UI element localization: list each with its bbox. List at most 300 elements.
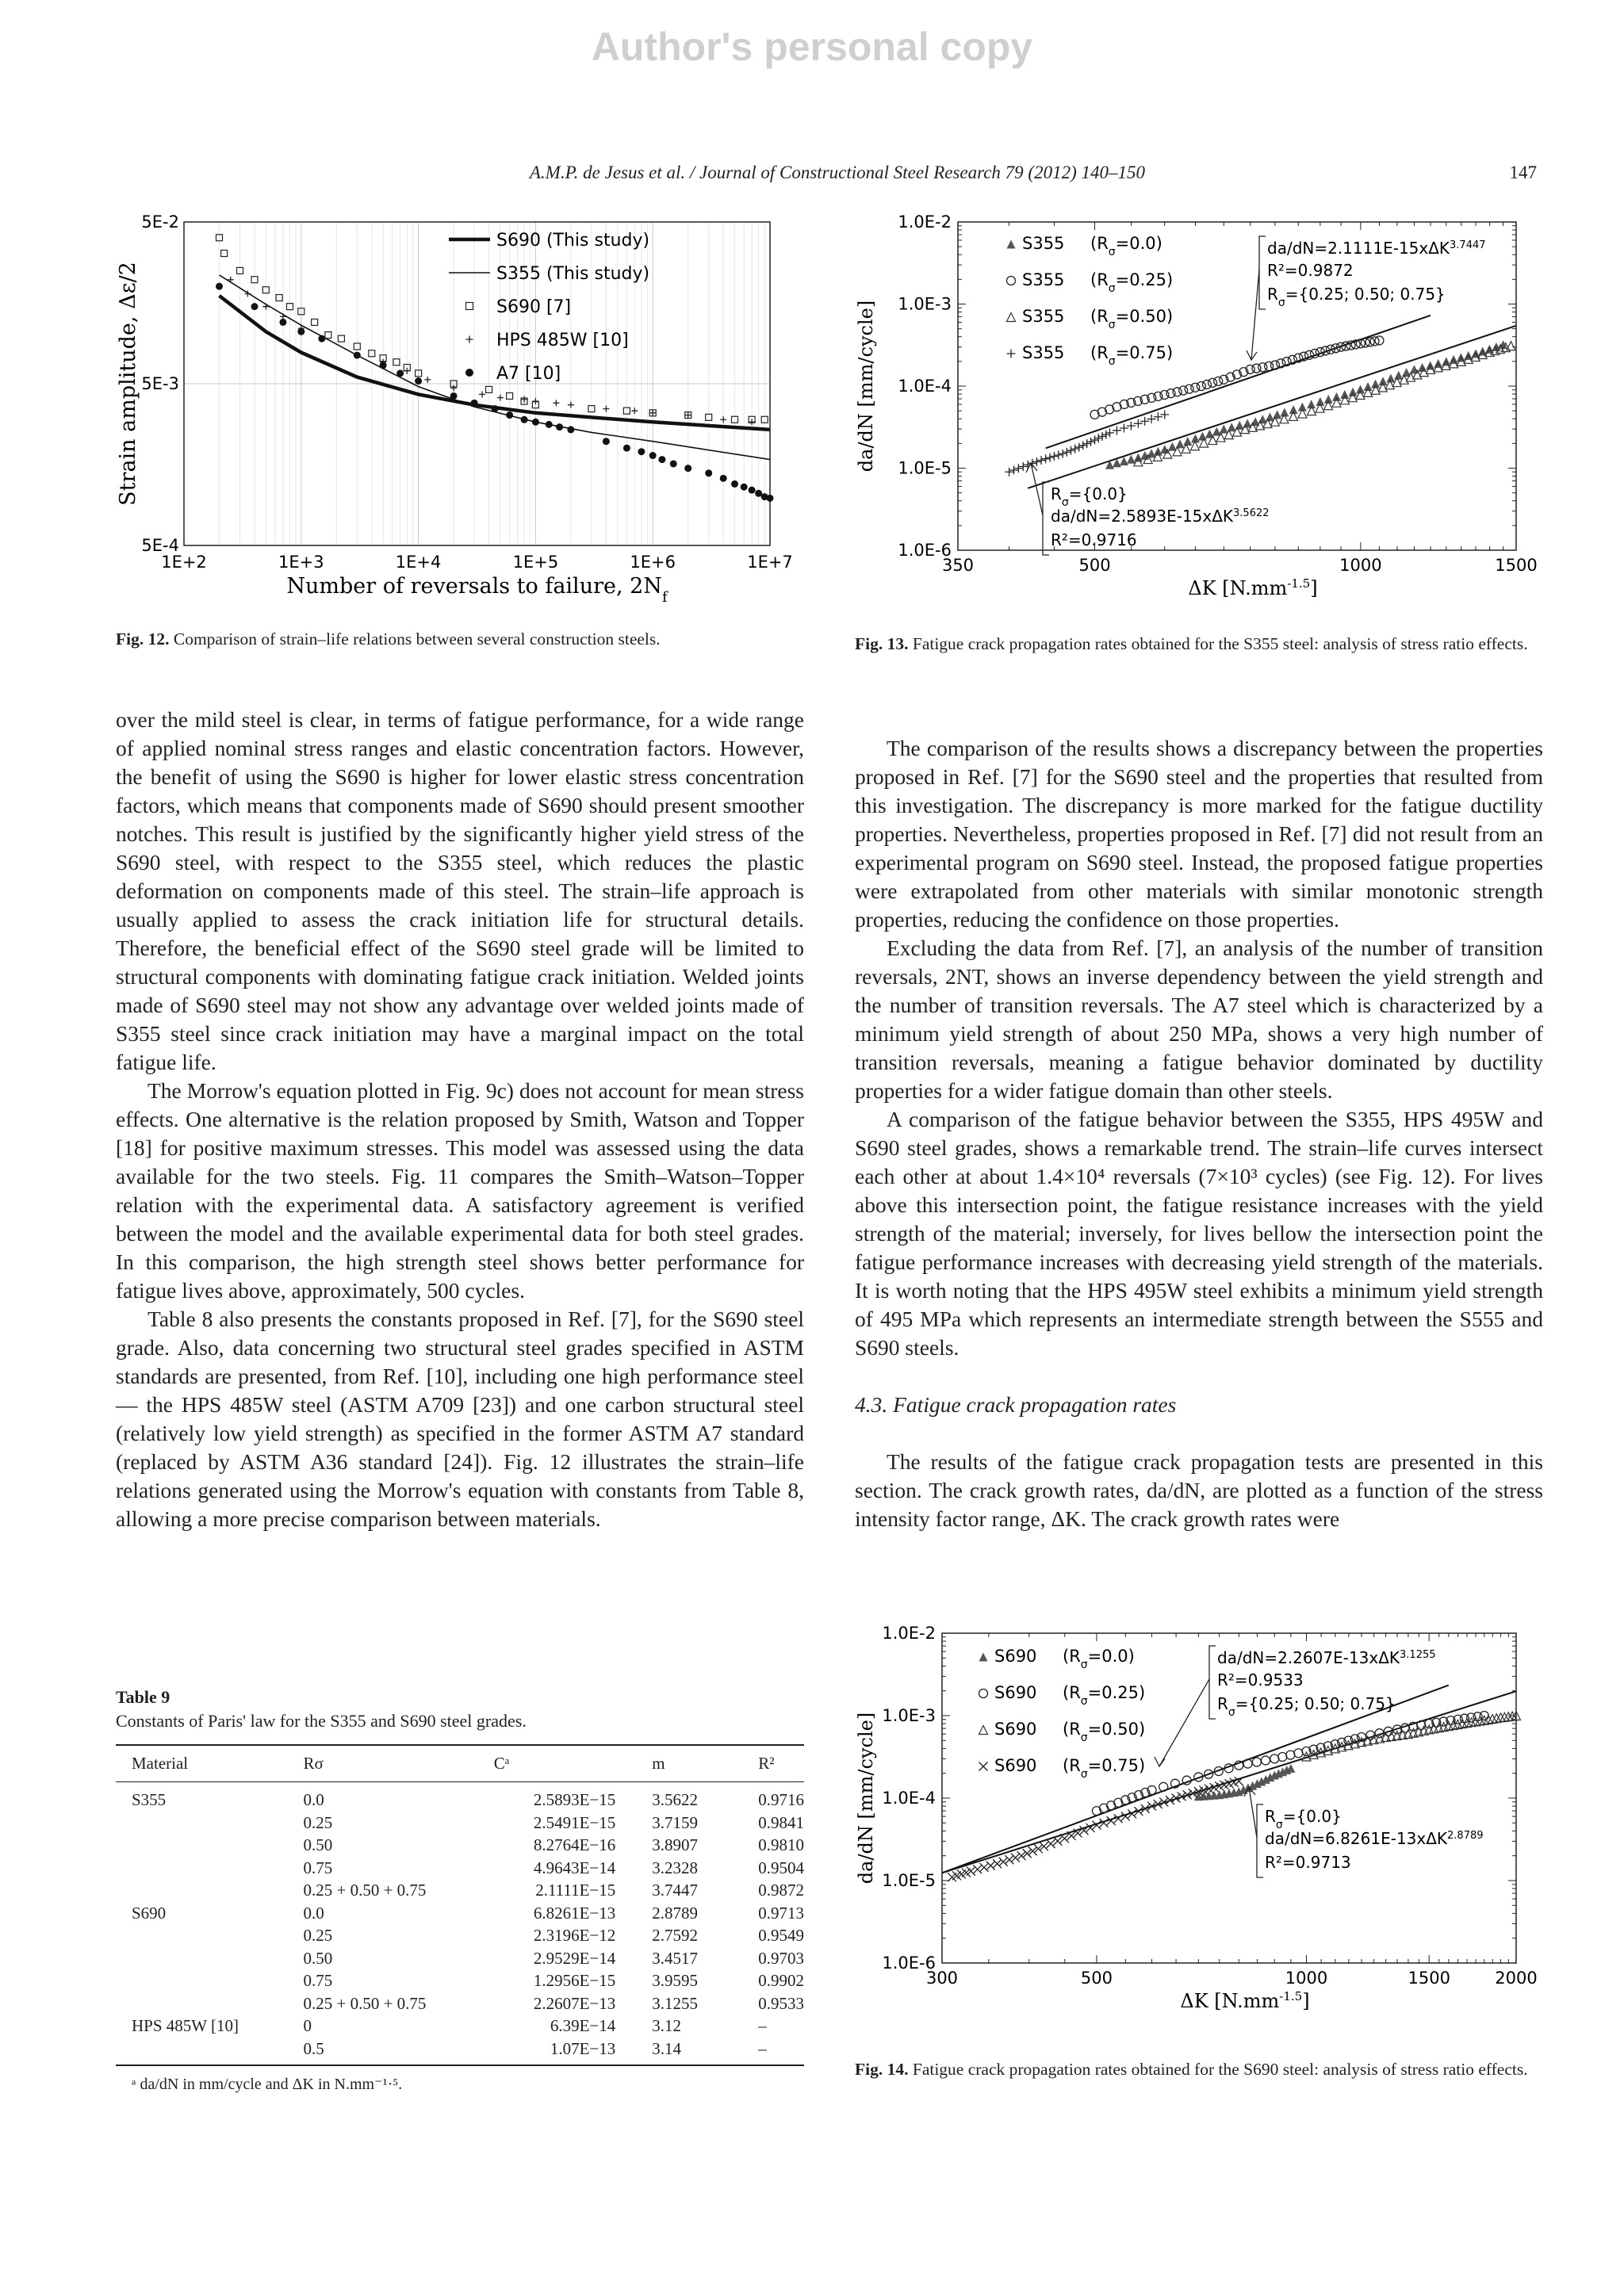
data-point xyxy=(312,319,318,325)
legend-label: S690 (This study) xyxy=(496,231,650,251)
x-tick-label: 500 xyxy=(1080,1969,1113,1988)
data-point xyxy=(1179,386,1188,395)
table-cell: 3.5622 xyxy=(652,1790,699,1809)
data-point xyxy=(1198,432,1207,441)
series xyxy=(948,1777,1243,1881)
data-point xyxy=(532,398,538,404)
left-column xyxy=(116,706,804,1533)
table-row xyxy=(116,1969,804,1992)
bracket xyxy=(1043,482,1049,555)
x-tick-label: 1E+2 xyxy=(161,553,207,572)
table-cell: 1.07E−13 xyxy=(478,2038,637,2066)
right-column xyxy=(855,734,1543,1533)
y-tick-label: 1.0E-3 xyxy=(898,294,952,314)
data-point xyxy=(649,452,657,459)
data-point xyxy=(228,277,234,283)
data-point xyxy=(1105,428,1114,437)
data-point xyxy=(297,328,304,335)
legend-label: S355 xyxy=(1022,234,1065,253)
data-point xyxy=(1101,430,1110,439)
table-cell: 6.8261E−13 xyxy=(533,1903,616,1923)
data-point xyxy=(1113,426,1121,434)
table-cell: 0.9504 xyxy=(758,1858,804,1877)
data-point xyxy=(1507,342,1515,350)
y-tick-label: 1.0E-5 xyxy=(898,458,952,478)
data-point xyxy=(1067,446,1075,455)
x-tick-label: 1E+4 xyxy=(395,553,442,572)
annotations xyxy=(1155,1646,1484,1877)
data-point xyxy=(1011,1854,1020,1862)
data-point xyxy=(465,369,473,377)
legend xyxy=(979,1647,1146,1781)
y-tick-label: 5E-4 xyxy=(141,536,179,555)
table-cell: 3.12 xyxy=(652,2016,682,2035)
table-cell: 0.75 xyxy=(303,1971,333,1990)
annotation-equation: da/dN=6.8261E-13xΔK$^{2.8789}$ xyxy=(1265,1829,1484,1848)
data-point xyxy=(979,1653,988,1662)
table-cell: 3.8907 xyxy=(652,1835,699,1854)
table-cell: 0 xyxy=(303,2016,312,2035)
legend-ratio: $(R_\sigma=0.75)$ xyxy=(1090,343,1174,368)
data-point xyxy=(1054,450,1063,459)
figure-13-caption-text: Fatigue crack propagation rates obtained for the S355 steel: analysis of stress ratio effects. xyxy=(912,634,1528,653)
table-cell: 0.9533 xyxy=(758,1993,804,2013)
running-head: A.M.P. de Jesus et al. / Journal of Constructional Steel Research 79 (2012) 140–150 xyxy=(529,163,1145,182)
legend-label: S355 xyxy=(1022,307,1065,326)
legend-label: S690 xyxy=(994,1683,1037,1702)
x-tick-label: 1E+3 xyxy=(278,553,324,572)
x-tick-label: 350 xyxy=(941,556,975,575)
table-cell: S355 xyxy=(132,1790,167,1809)
data-point xyxy=(1197,382,1205,391)
page-number: 147 xyxy=(1509,163,1537,182)
annotation-range: $R_\sigma=\{0.25$; 0.50; 0.75} xyxy=(1217,1694,1396,1719)
arrow-line xyxy=(1249,1787,1257,1838)
table-cell: 3.7447 xyxy=(652,1881,699,1900)
y-axis-label: da/dN [mm/cycle] xyxy=(855,1712,877,1885)
table-cell: 2.5893E−15 xyxy=(533,1790,616,1809)
data-point xyxy=(603,438,610,445)
table-cell: – xyxy=(742,2038,804,2066)
annotation-equation: da/dN=2.2607E-13xΔK$^{3.1255}$ xyxy=(1217,1648,1436,1667)
legend-ratio: $(R_\sigma=0.75)$ xyxy=(1063,1756,1146,1781)
y-tick-label: 1.0E-4 xyxy=(882,1789,936,1808)
col-material: Material xyxy=(116,1745,287,1782)
x-tick-label: 1000 xyxy=(1285,1969,1328,1988)
data-point xyxy=(1278,1753,1287,1762)
data-point xyxy=(685,412,691,419)
data-point xyxy=(1294,1749,1303,1758)
table-cell: 2.2607E−13 xyxy=(533,1993,616,2013)
data-point xyxy=(1262,1756,1270,1765)
data-point xyxy=(1270,361,1279,369)
figure-14-caption xyxy=(855,2058,1534,2081)
annotation-range: $R_\sigma=\{0.0\}$ xyxy=(1051,484,1128,509)
table-cell: S690 xyxy=(132,1903,167,1923)
data-point xyxy=(1127,455,1136,464)
data-point xyxy=(424,377,431,383)
data-point xyxy=(1120,424,1128,433)
table-cell: 6.39E−14 xyxy=(550,2016,616,2035)
data-point xyxy=(466,303,473,310)
legend xyxy=(449,231,649,384)
legend-ratio: $(R_\sigma=0.25)$ xyxy=(1090,270,1174,295)
data-point xyxy=(638,448,645,455)
x-tick-label: 500 xyxy=(1078,556,1111,575)
data-point xyxy=(755,490,762,497)
data-point xyxy=(1005,468,1013,476)
figure-12-label: Fig. 12. xyxy=(116,629,170,649)
table-row xyxy=(116,1812,804,1835)
data-point xyxy=(749,487,756,494)
data-point xyxy=(396,369,404,377)
data-point xyxy=(415,377,422,385)
watermark: Author's personal copy xyxy=(591,25,1033,69)
bracket xyxy=(1259,236,1266,309)
data-point xyxy=(1340,390,1349,399)
bracket xyxy=(1209,1646,1216,1719)
paragraph: The comparison of the results shows a discrepancy between the properties proposed in Ref. [7] for the S690 steel and the properties that resulted from this investigation. The discrepancy is more marked for the fatigue ductility properties. Nevertheless, properties proposed in Ref. [7] did not result from an experimental program on S690 steel. Instead, the proposed fatigue properties were extrapolated from other materials with similar monotonic strength properties, reducing the confidence on those properties. xyxy=(855,736,1543,932)
table-cell: 0.5 xyxy=(287,2038,477,2066)
table-cell: 0.9841 xyxy=(758,1812,804,1832)
data-point xyxy=(1191,383,1200,392)
table-row xyxy=(116,1902,804,1925)
legend-ratio: $(R_\sigma=0.25)$ xyxy=(1063,1683,1146,1708)
data-point xyxy=(1183,437,1192,446)
table-cell: 0.50 xyxy=(303,1948,333,1968)
legend-label: S690 xyxy=(994,1756,1037,1775)
table-cell: 0.9713 xyxy=(758,1903,804,1923)
table-9 xyxy=(116,1686,804,2094)
series xyxy=(220,275,771,460)
data-point xyxy=(521,416,528,423)
x-tick-label: 1500 xyxy=(1408,1969,1450,1988)
table-cell: 4.9643E−14 xyxy=(533,1858,616,1877)
data-point xyxy=(1286,1751,1295,1759)
crack-growth-chart-s355 xyxy=(841,208,1538,612)
data-point xyxy=(479,391,485,397)
strain-life-chart xyxy=(116,208,798,604)
table-cell: 0.9549 xyxy=(758,1926,804,1945)
data-point xyxy=(1270,1755,1279,1763)
data-point xyxy=(1046,453,1055,462)
table-cell: 0.25 xyxy=(303,1926,333,1945)
table-cell: 0.25 xyxy=(303,1812,333,1832)
data-point xyxy=(631,408,638,414)
table-cell: 0.9902 xyxy=(758,1971,804,1990)
arrow-line xyxy=(1159,1679,1209,1766)
table-cell: 3.1255 xyxy=(652,1993,699,2013)
annotation-r2: R²=0.9716 xyxy=(1051,530,1137,549)
table-row xyxy=(116,1782,804,1812)
arrow-line xyxy=(1251,270,1259,360)
data-point xyxy=(1098,432,1107,441)
y-axis-label: da/dN [mm/cycle] xyxy=(855,300,877,473)
x-tick-label: 1500 xyxy=(1495,556,1538,575)
table-cell: 0.50 xyxy=(303,1835,333,1854)
table-description: Constants of Paris' law for the S355 and S690 steel grades. xyxy=(116,1711,527,1731)
data-point xyxy=(1037,456,1046,465)
annotation-r2: R²=0.9713 xyxy=(1265,1853,1351,1872)
table-cell: – xyxy=(758,2016,767,2035)
data-point xyxy=(1273,410,1281,419)
data-point xyxy=(251,303,258,310)
data-point xyxy=(471,400,478,407)
data-point xyxy=(450,392,458,400)
data-point xyxy=(1063,448,1071,457)
table-cell: 3.9595 xyxy=(652,1971,699,1990)
x-tick-label: 1E+5 xyxy=(512,553,559,572)
paragraph: over the mild steel is clear, in terms of fatigue performance, for a wide range of applied nominal stress ranges and elastic concentration factors. However, the benefit of using the S690 is higher for lower elastic stress concentration factors, which means that components made of S690 should present smoother notches. This result is justified by the significantly higher yield stress of the S690 steel, with respect to the S355 steel, which reduces the plastic deformation on components made of this steel. The strain–life approach is usually applied to assess the crack initiation life for structural details. Therefore, the beneficial effect of the S690 steel grade will be limited to structural components with dominating fatigue crack initiation. Welded joints made of S690 steel may not show any advantage over welded joints made of S355 steel since crack initiation may have a marginal impact on the total fatigue life. xyxy=(116,707,804,1074)
data-point xyxy=(1082,439,1091,448)
data-point xyxy=(553,400,559,406)
data-point xyxy=(556,423,563,430)
annotation-equation: da/dN=2.5893E-15xΔK$^{3.5622}$ xyxy=(1051,507,1270,526)
data-point xyxy=(1127,422,1136,430)
data-point xyxy=(979,1762,988,1771)
table-row xyxy=(116,1879,804,1902)
table-row xyxy=(116,1947,804,1970)
data-point xyxy=(1154,412,1162,421)
col-m: m xyxy=(636,1745,742,1782)
figure-12-caption xyxy=(116,628,798,651)
data-point xyxy=(1005,1855,1013,1864)
data-point xyxy=(1394,371,1403,380)
data-point xyxy=(279,319,286,326)
annotation-r2: R²=0.9872 xyxy=(1267,261,1354,280)
table-cell: 0.9810 xyxy=(758,1835,804,1854)
figure-14 xyxy=(841,1617,1538,2030)
y-tick-label: 1.0E-3 xyxy=(882,1706,936,1725)
data-point xyxy=(1059,450,1067,458)
x-axis-label: Number of reversals to failure, $2N_f$ xyxy=(286,574,668,606)
figure-14-label: Fig. 14. xyxy=(855,2060,909,2079)
table-cell: 0.9872 xyxy=(758,1881,804,1900)
data-point xyxy=(767,495,774,502)
data-point xyxy=(603,406,609,412)
data-point xyxy=(1050,452,1059,461)
data-point xyxy=(623,445,630,452)
figure-13-caption xyxy=(855,633,1534,656)
data-point xyxy=(338,335,344,342)
data-point xyxy=(1356,385,1365,393)
series-line xyxy=(220,275,771,460)
crack-growth-chart-s690 xyxy=(841,1617,1538,2030)
data-point xyxy=(720,416,726,423)
table-cell xyxy=(116,1834,287,1857)
x-axis-label: ΔK $[N.mm^{-1.5}]$ xyxy=(1188,576,1318,599)
x-axis-label: ΔK $[N.mm^{-1.5}]$ xyxy=(1180,1989,1310,2012)
x-tick-label: 1E+7 xyxy=(747,553,793,572)
data-point xyxy=(670,460,677,467)
data-point xyxy=(1154,392,1162,400)
data-point xyxy=(649,410,656,416)
table-cell: 1.2956E−15 xyxy=(533,1971,616,1990)
y-tick-label: 1.0E-2 xyxy=(882,1624,936,1643)
data-point xyxy=(466,336,473,343)
legend-label: A7 [10] xyxy=(496,364,561,384)
data-point xyxy=(325,332,331,339)
y-tick-label: 5E-2 xyxy=(141,212,179,232)
table-cell: 0.25 + 0.50 + 0.75 xyxy=(303,1881,427,1900)
data-point xyxy=(216,283,223,290)
legend-ratio: $(R_\sigma=0.0)$ xyxy=(1063,1647,1135,1671)
col-c: Cᵃ xyxy=(478,1745,637,1782)
data-point xyxy=(1154,447,1162,456)
data-point xyxy=(521,396,527,403)
bracket xyxy=(1257,1804,1263,1877)
data-point xyxy=(393,359,400,365)
y-tick-label: 1.0E-4 xyxy=(898,377,952,396)
data-point xyxy=(506,411,513,419)
data-point xyxy=(1019,462,1028,471)
table-footnote: ᵃ da/dN in mm/cycle and ΔK in N.mm⁻¹·⁵. xyxy=(132,2076,403,2093)
annotation-equation: da/dN=2.1111E-15xΔK$^{3.7447}$ xyxy=(1267,239,1486,258)
data-point xyxy=(1243,1759,1252,1768)
data-point xyxy=(1086,438,1095,446)
y-tick-label: 1.0E-5 xyxy=(882,1871,936,1890)
data-point xyxy=(658,456,665,463)
data-point xyxy=(1258,363,1267,372)
figure-12-caption-text: Comparison of strain–life relations between several construction steels. xyxy=(173,629,661,649)
table-cell: 2.5491E−15 xyxy=(533,1812,616,1832)
data-point xyxy=(546,421,553,428)
paragraph: Excluding the data from Ref. [7], an analysis of the number of transition reversals, 2NT, shows an inverse dependency between the yield strength and the number of transition reversals. The A7 steel which is characterized by a minimum yield strength of about 250 MPa, shows a very high number of transition reversals, meaning a fatigue behavior dominated by ductility properties for a wider fatigue domain than other steels. xyxy=(855,936,1543,1103)
table-row xyxy=(116,1924,804,1947)
paris-constants-table xyxy=(116,1744,804,2066)
table-cell: 0.0 xyxy=(303,1903,324,1923)
col-r-sigma: Rσ xyxy=(287,1745,477,1782)
data-point xyxy=(1332,392,1341,401)
figure-14-caption-text: Fatigue crack propagation rates obtained for the S690 steel: analysis of stress ratio effects. xyxy=(912,2060,1528,2079)
data-point xyxy=(1252,1758,1261,1766)
data-point xyxy=(1349,388,1358,396)
table-cell: 2.8789 xyxy=(652,1903,699,1923)
legend-label: HPS 485W [10] xyxy=(496,331,629,350)
annotation-range: $R_\sigma=\{0.25$; 0.50; 0.75} xyxy=(1267,285,1446,309)
table-cell: HPS 485W [10] xyxy=(132,2016,239,2035)
data-point xyxy=(979,1863,988,1872)
data-point xyxy=(684,465,691,472)
table-cell xyxy=(116,1879,287,1902)
table-cell: 0.0 xyxy=(303,1790,324,1809)
paragraph: The results of the fatigue crack propagation tests are presented in this section. The crack growth rates, da/dN, are plotted as a function of the stress intensity factor range, ΔK. The crack growth rates were xyxy=(855,1449,1543,1531)
data-point xyxy=(1120,457,1128,465)
x-tick-label: 2000 xyxy=(1495,1969,1538,1988)
data-point xyxy=(276,295,282,301)
data-point xyxy=(1053,1837,1062,1846)
figure-12 xyxy=(116,208,798,604)
data-point xyxy=(1071,445,1079,453)
table-cell xyxy=(116,1992,287,2015)
col-r2: R² xyxy=(742,1745,804,1782)
legend-label: S690 xyxy=(994,1647,1037,1666)
series xyxy=(216,283,774,502)
data-point xyxy=(1147,415,1156,423)
table-cell: 0.9703 xyxy=(758,1948,804,1968)
data-point xyxy=(1159,1782,1168,1791)
paragraph: A comparison of the fatigue behavior between the S355, HPS 495W and S690 steel grades, shows a remarkable trend. The strain–life curves intersect each other at about 1.4×10⁴ reversals (7×10³ cycles) (see Fig. 12). For lives above this intersection point, the fatigue resistance increases with the yield strength of the material; inversely, for lives bellow the intersection point the fatigue performance increases with decreasing yield strength of the materials. It is worth noting that the HPS 495W steel exhibits a minimum yield strength of 495 MPa which represents an intermediate strength between the S555 and S690 steels. xyxy=(855,1107,1543,1360)
x-tick-label: 300 xyxy=(925,1969,959,1988)
table-row xyxy=(116,1834,804,1857)
data-point xyxy=(1185,385,1193,393)
data-point xyxy=(1014,464,1023,473)
legend-label: S355 (This study) xyxy=(496,264,650,284)
legend-ratio: $(R_\sigma=0.50)$ xyxy=(1090,307,1174,331)
data-point xyxy=(532,419,539,426)
data-point xyxy=(731,480,738,488)
data-point xyxy=(993,1859,1002,1868)
annotation-r2: R²=0.9533 xyxy=(1217,1670,1304,1689)
x-tick-label: 1000 xyxy=(1339,556,1382,575)
paragraph: The Morrow's equation plotted in Fig. 9c) does not account for mean stress effects. One alternative is the relation proposed by Smith, Watson and Topper [18] for positive maximum stresses. This model was assessed using the data available for the two steels. Fig. 11 compares the Smith–Watson–Topper relation with the experimental data. A satisfactory agreement is verified between the model and the available experimental data for both steel grades. In this comparison, the high strength steel shows better performance for fatigue lives above, approximately, 500 cycles. xyxy=(116,1078,804,1303)
x-tick-label: 1E+6 xyxy=(630,553,676,572)
data-point xyxy=(1090,436,1099,445)
table-cell xyxy=(116,1857,287,1880)
data-point xyxy=(1478,347,1487,356)
data-point xyxy=(1078,441,1087,450)
data-point xyxy=(354,352,361,359)
table-row xyxy=(116,1857,804,1880)
data-point xyxy=(1141,1804,1150,1813)
table-header-row xyxy=(116,1745,804,1782)
table-cell xyxy=(116,1924,287,1947)
table-row xyxy=(116,1992,804,2015)
data-point xyxy=(720,475,727,482)
y-tick-label: 5E-3 xyxy=(141,374,179,393)
data-point xyxy=(318,335,325,342)
table-cell: 2.9529E−14 xyxy=(533,1948,616,1968)
y-tick-label: 1.0E-2 xyxy=(898,212,952,232)
data-point xyxy=(1007,240,1016,249)
data-point xyxy=(979,1726,988,1735)
table-cell: 0.9716 xyxy=(758,1790,804,1809)
grid xyxy=(184,222,770,545)
legend-label: S355 xyxy=(1022,270,1065,289)
data-point xyxy=(749,419,755,425)
data-point xyxy=(1007,277,1016,285)
data-point xyxy=(979,1689,988,1698)
data-point xyxy=(1094,434,1103,442)
data-point xyxy=(1009,465,1018,474)
data-point xyxy=(1047,1839,1055,1848)
data-point xyxy=(1007,313,1016,322)
data-point xyxy=(1160,391,1169,400)
annotation-range: $R_\sigma=\{0.0\}$ xyxy=(1265,1807,1342,1831)
data-point xyxy=(1208,378,1217,387)
table-row xyxy=(116,2038,804,2066)
table-cell xyxy=(116,1812,287,1835)
data-point xyxy=(1168,442,1177,451)
table-row xyxy=(116,2015,804,2038)
section-heading: 4.3. Fatigue crack propagation rates xyxy=(855,1392,1177,1417)
data-point xyxy=(221,251,228,257)
data-point xyxy=(1202,380,1211,388)
table-cell: 2.7592 xyxy=(652,1926,699,1945)
data-point xyxy=(1160,410,1169,419)
data-point xyxy=(1173,388,1182,396)
table-cell: 3.14 xyxy=(636,2038,742,2066)
data-point xyxy=(1060,1834,1069,1843)
data-point xyxy=(1134,419,1143,428)
data-point xyxy=(973,1865,982,1873)
data-point xyxy=(705,469,712,476)
data-point xyxy=(999,1858,1008,1866)
data-point xyxy=(986,1862,995,1870)
data-point xyxy=(1041,454,1050,463)
legend xyxy=(1007,234,1174,368)
data-point xyxy=(1007,350,1016,358)
